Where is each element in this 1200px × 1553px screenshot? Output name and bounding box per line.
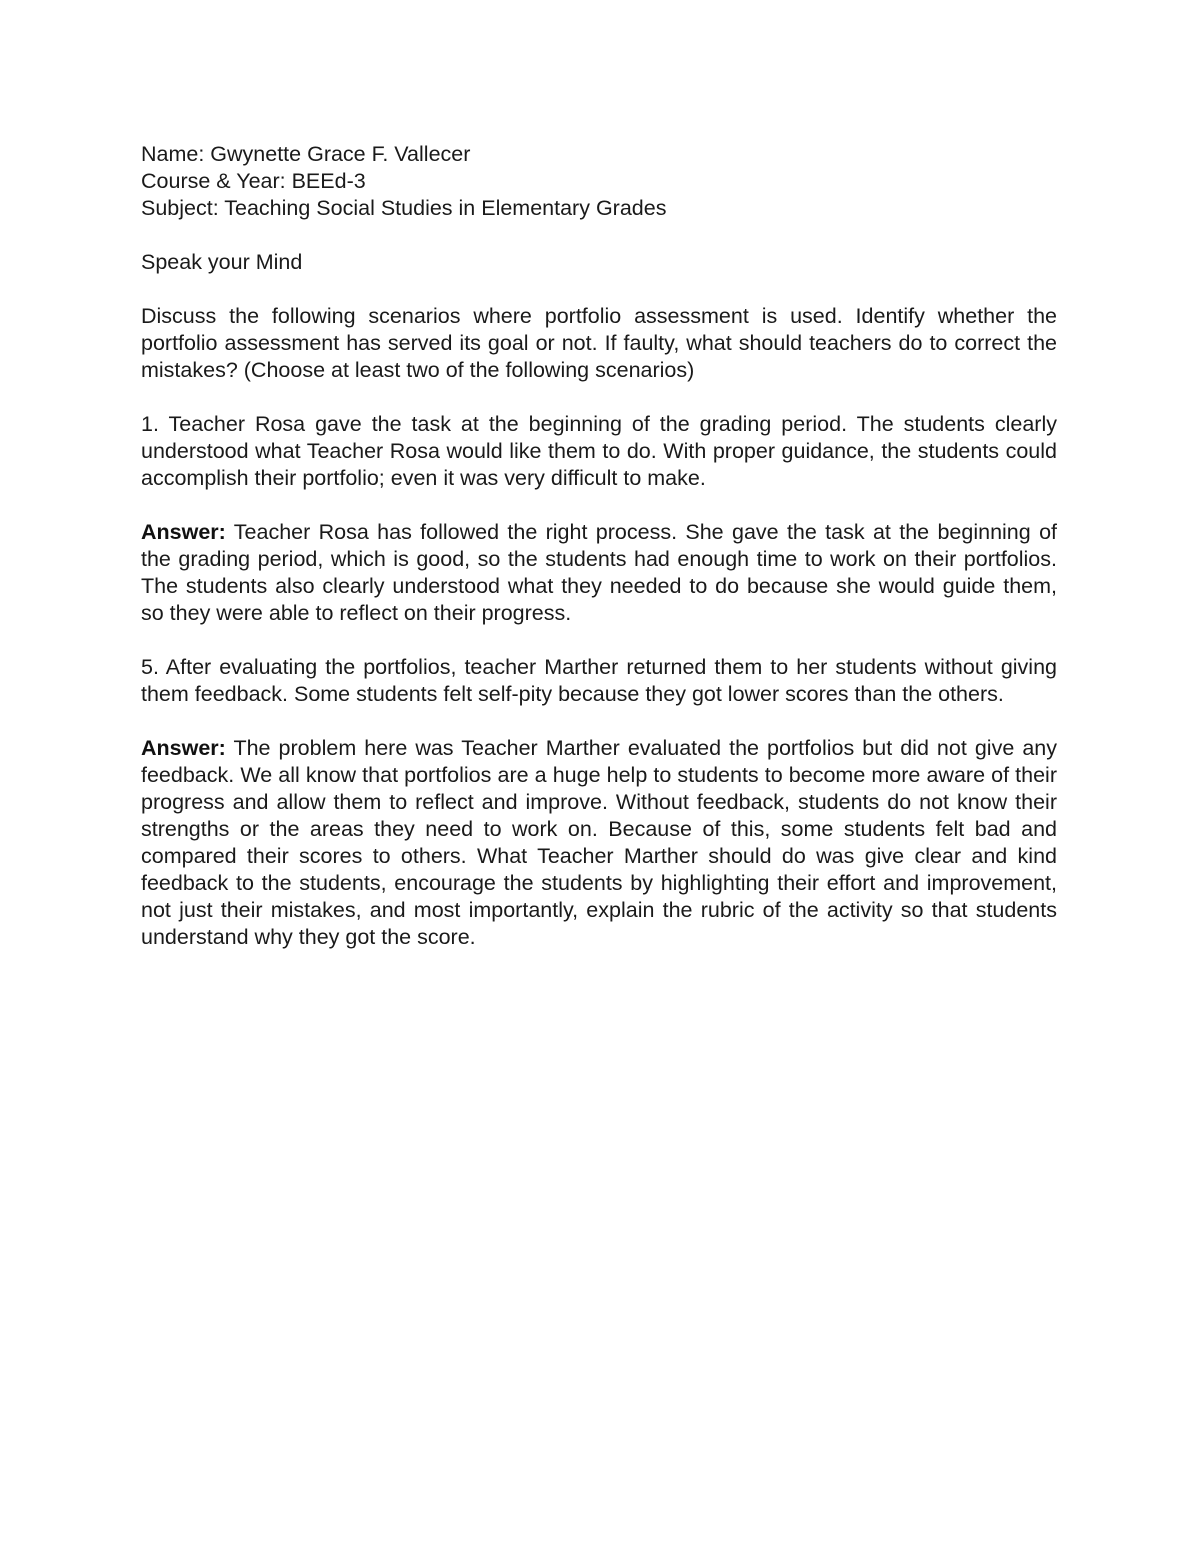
course-year: Course & Year: BEEd-3 <box>141 169 366 193</box>
document-body <box>141 141 1057 951</box>
student-info <box>141 141 1057 222</box>
student-name: Name: Gwynette Grace F. Vallecer <box>141 142 471 166</box>
scenario-5-answer <box>141 735 1057 951</box>
answer-label: Answer: <box>141 520 226 544</box>
scenario-5-text: 5. After evaluating the portfolios, teacher Marther returned them to her students without giving them feedback. Some students felt self-pity because they got lower scores than the others. <box>141 655 1057 706</box>
answer-label: Answer: <box>141 736 226 760</box>
section-title: Speak your Mind <box>141 250 303 274</box>
instructions: Discuss the following scenarios where portfolio assessment is used. Identify whether the portfolio assessment has served its goal or not. If faulty, what should teachers do to correct the mistakes? (Choose at least two of the following scenarios) <box>141 304 1057 382</box>
scenario-1-answer <box>141 519 1057 627</box>
scenario-1-text: 1. Teacher Rosa gave the task at the beginning of the grading period. The students clearly understood what Teacher Rosa would like them to do. With proper guidance, the students could accomplish their portfolio; even it was very difficult to make. <box>141 412 1057 490</box>
answer-text: The problem here was Teacher Marther evaluated the portfolios but did not give any feedback. We all know that portfolios are a huge help to students to become more aware of their progress and allow them to reflect and improve. Without feedback, students do not know their strengths or the areas they need to work on. Because of this, some students felt bad and compared their scores to others. What Teacher Marther should do was give clear and kind feedback to the students, encourage the students by highlighting their effort and improvement, not just their mistakes, and most importantly, explain the rubric of the activity so that students understand why they got the score. <box>141 736 1057 949</box>
subject: Subject: Teaching Social Studies in Elementary Grades <box>141 196 667 220</box>
answer-text: Teacher Rosa has followed the right process. She gave the task at the beginning of the grading period, which is good, so the students had enough time to work on their portfolios. The students also clearly understood what they needed to do because she would guide them, so they were able to reflect on their progress. <box>141 520 1057 625</box>
